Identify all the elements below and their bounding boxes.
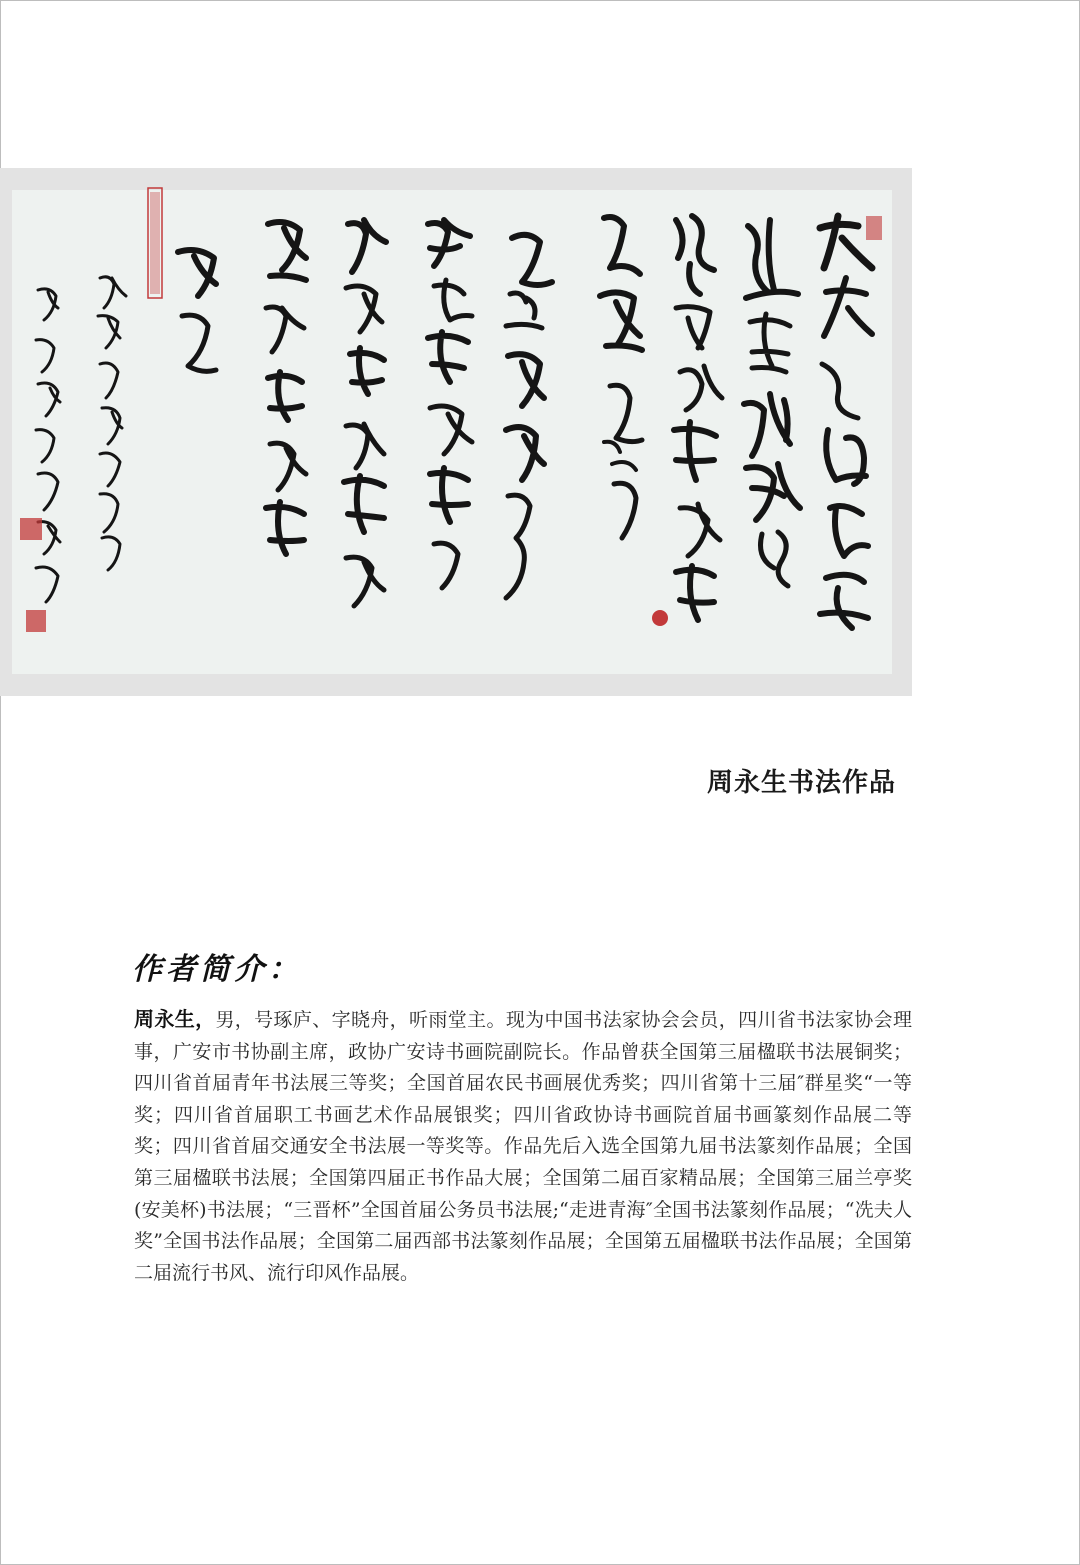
corner-seal [866,216,882,240]
author-name: 周永生， [134,1007,216,1031]
artwork-caption: 周永生书法作品 [706,768,896,798]
round-seal [652,610,668,626]
calligraphy-artwork [0,168,912,696]
bio-heading: 作者简介： [132,952,302,987]
name-seal-2 [26,610,46,632]
calligraphy-image [0,168,912,696]
bio-paragraph [134,1004,912,1289]
name-seal-1 [20,518,42,540]
bio-text: 男，号琢庐、字晓舟，听雨堂主。现为中国书法家协会会员，四川省书法家协会理事，广安市书协副主席，政协广安诗书画院副院长。作品曾获全国第三届楹联书法展铜奖；四川省首届青年书法展三等奖；全国首届农民书画展优秀奖；四川省第十三届″群星奖“一等奖；四川省首届职工书画艺术作品展银奖；四川省政协诗书画院首届书画篆刻作品展二等奖；四川省首届交通安全书法展一等奖等。作品先后入选全国第九届书法篆刻作品展；全国第三届楹联书法展；全国第四届正书作品大展；全国第二届百家精品展；全国第三届兰亭奖(安美杯)书法展；“三晋杯”全国首届公务员书法展;“走进青海″全国书法篆刻作品展；“冼夫人奖”全国书法作品展；全国第二届西部书法篆刻作品展；全国第五届楹联书法作品展；全国第二届流行书风、流行印风作品展。 [134,1009,912,1284]
